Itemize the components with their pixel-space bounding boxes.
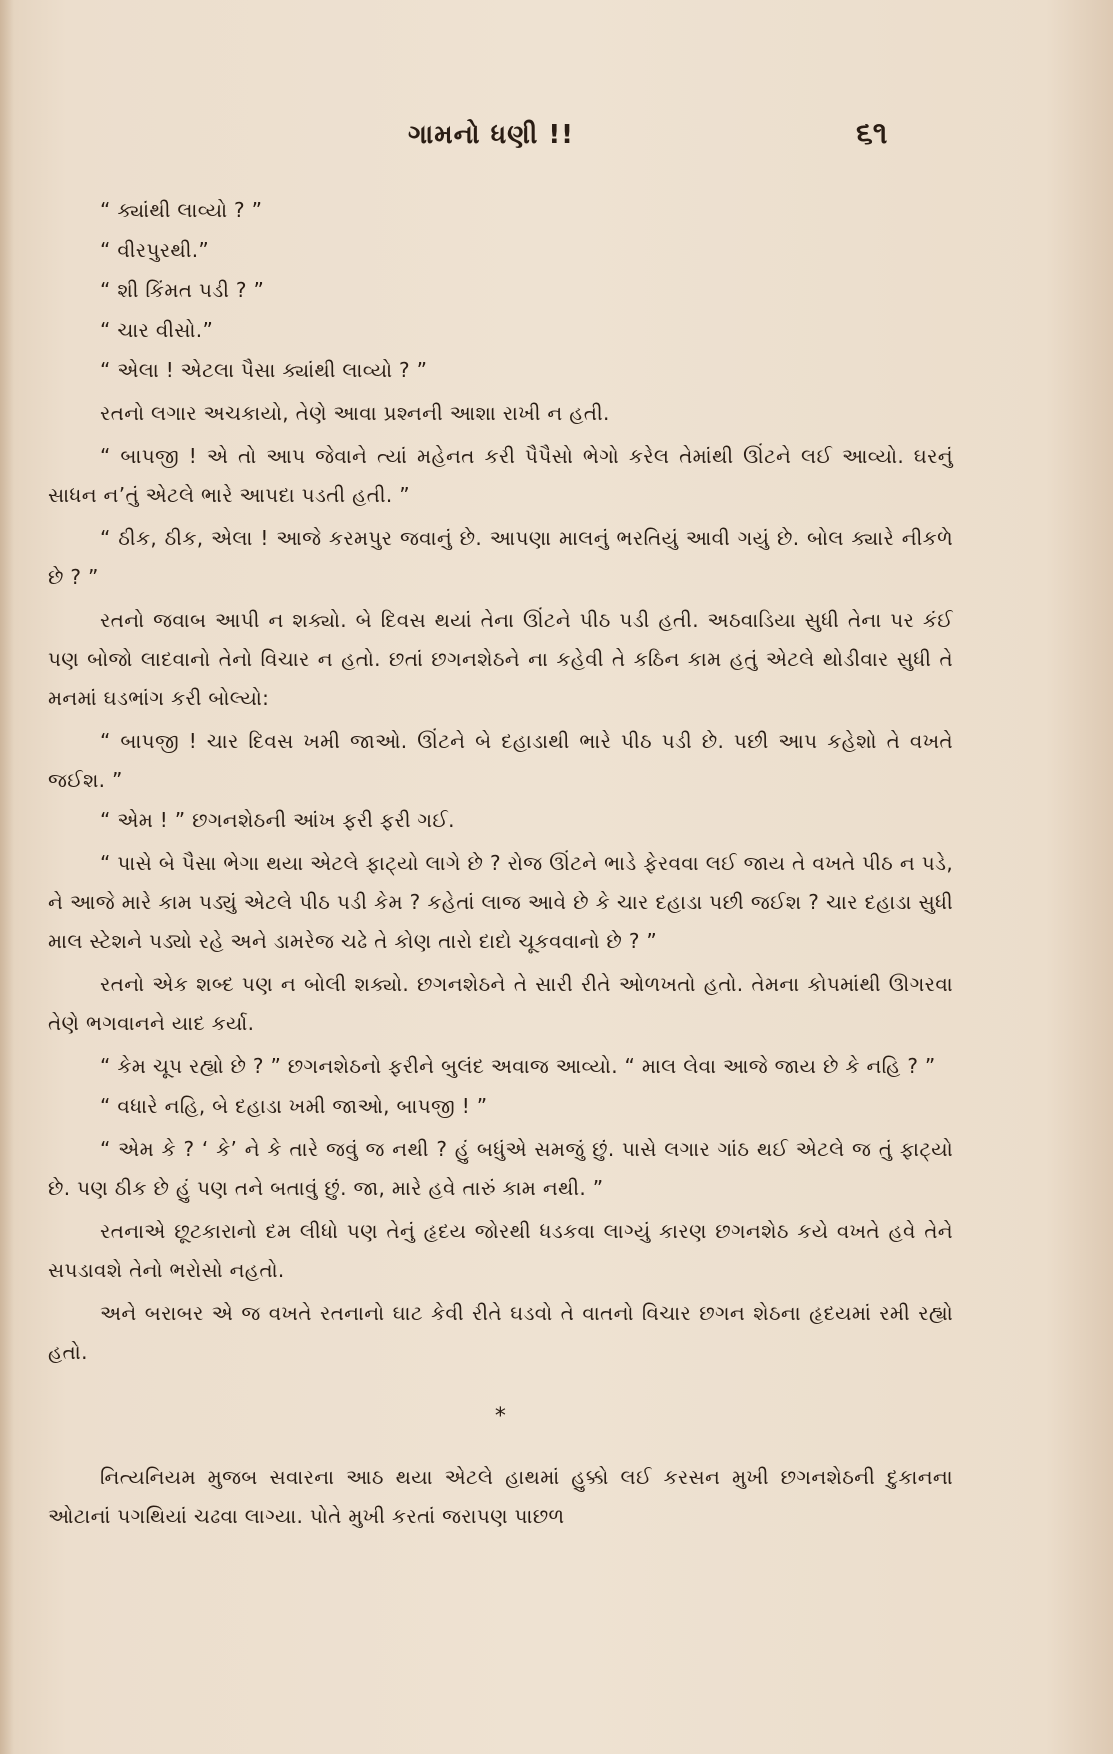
dialogue-line: “ શી કિંમત પડી ? ”: [100, 278, 265, 302]
dialogue-line: “ વીરપુરથી.”: [100, 238, 210, 262]
paragraph: રતનાએ છૂટકારાનો દમ લીધો પણ તેનું હૃદય જોરથી ધડકવા લાગ્યું કારણ છગનશેઠ કયે વખતે હવે તેને સપડાવશે તેનો ભરોસો નહતો.: [48, 1219, 953, 1282]
body-text: [48, 190, 953, 1536]
paragraph: “ કેમ ચૂપ રહ્યો છે ? ” છગનશેઠનો ફરીને બુલંદ અવાજ આવ્યો. “ માલ લેવા આજે જાય છે કે નહિ ? ”: [100, 1054, 936, 1078]
running-header: [0, 112, 1113, 162]
page-number: ૬૧: [856, 116, 888, 151]
paragraph: “ બાપજી ! એ તો આપ જેવાને ત્યાં મહેનત કરી પૈપૈસો ભેગો કરેલ તેમાંથી ઊંટને લઈ આવ્યો. ઘરનું સાધન ન’તું એટલે ભારે આપદા પડતી હતી. ”: [48, 444, 953, 507]
page-edge-shadow: [0, 0, 14, 1754]
dialogue-line: “ વધારે નહિ, બે દહાડા ખમી જાઓ, બાપજી ! ”: [100, 1094, 488, 1118]
dialogue-line: “ ક્યાંથી લાવ્યો ? ”: [100, 198, 263, 222]
section-separator: *: [494, 1404, 507, 1429]
paragraph: “ પાસે બે પૈસા ભેગા થયા એટલે ફાટ્યો લાગે છે ? રોજ ઊંટને ભાડે ફેરવવા લઈ જાય તે વખતે પીઠ ન પડે, ને આજે મારે કામ પડ્યું એટલે પીઠ પડી કેમ ? કહેતાં લાજ આવે છે કે ચાર દહાડા પછી જઈશ ? ચાર દહાડા સુધી માલ સ્ટેશને પડ્યો રહે અને ડામરેજ ચઢે તે કોણ તારો દાદો ચૂકવવાનો છે ? ”: [48, 851, 953, 953]
paragraph: રતનો જવાબ આપી ન શક્યો. બે દિવસ થયાં તેના ઊંટને પીઠ પડી હતી. અઠવાડિયા સુધી તેના પર કંઈ પણ બોજો લાદવાનો તેનો વિચાર ન હતો. છતાં છગનશેઠને ના કહેવી તે કઠિન કામ હતું એટલે થોડીવાર સુધી તે મનમાં ઘડભાંગ કરી બોલ્યો:: [48, 608, 953, 710]
paragraph: રતનો લગાર અચકાયો, તેણે આવા પ્રશ્નની આશા રાખી ન હતી.: [100, 401, 610, 425]
paragraph: “ ઠીક, ઠીક, એલા ! આજે કરમપુર જવાનું છે. આપણા માલનું ભરતિયું આવી ગયું છે. બોલ ક્યારે નીકળે છે ? ”: [48, 526, 953, 589]
paragraph: “ એમ કે ? ‘ કે’ ને કે તારે જવું જ નથી ? હું બધુંએ સમજું છું. પાસે લગાર ગાંઠ થઈ એટલે જ તું ફાટ્યો છે. પણ ઠીક છે હું પણ તને બતાવું છું. જા, મારે હવે તારું કામ નથી. ”: [48, 1137, 953, 1200]
dialogue-line: “ એલા ! એટલા પૈસા ક્યાંથી લાવ્યો ? ”: [100, 358, 428, 382]
paragraph: રતનો એક શબ્દ પણ ન બોલી શક્યો. છગનશેઠને તે સારી રીતે ઓળખતો હતો. તેમના કોપમાંથી ઊગરવા તેણે ભગવાનને યાદ કર્યા.: [48, 972, 953, 1035]
paragraph: નિત્યનિયમ મુજબ સવારના આઠ થયા એટલે હાથમાં હુક્કો લઈ કરસન મુખી છગનશેઠની દુકાનના ઓટાનાં પગથિયાં ચઢવા લાગ્યા. પોતે મુખી કરતાં જરાપણ પાછળ: [48, 1465, 953, 1528]
dialogue-line: “ એમ ! ” છગનશેઠની આંખ ફરી ફરી ગઈ.: [100, 808, 455, 832]
dialogue-line: “ ચાર વીસો.”: [100, 318, 214, 342]
chapter-title: ગામનો ધણી !!: [407, 120, 575, 150]
paragraph: અને બરાબર એ જ વખતે રતનાનો ઘાટ કેવી રીતે ઘડવો તે વાતનો વિચાર છગન શેઠના હૃદયમાં રમી રહ્યો હતો.: [48, 1301, 953, 1364]
paragraph: “ બાપજી ! ચાર દિવસ ખમી જાઓ. ઊંટને બે દહાડાથી ભારે પીઠ પડી છે. પછી આપ કહેશો તે વખતે જઈશ. ”: [48, 729, 953, 792]
